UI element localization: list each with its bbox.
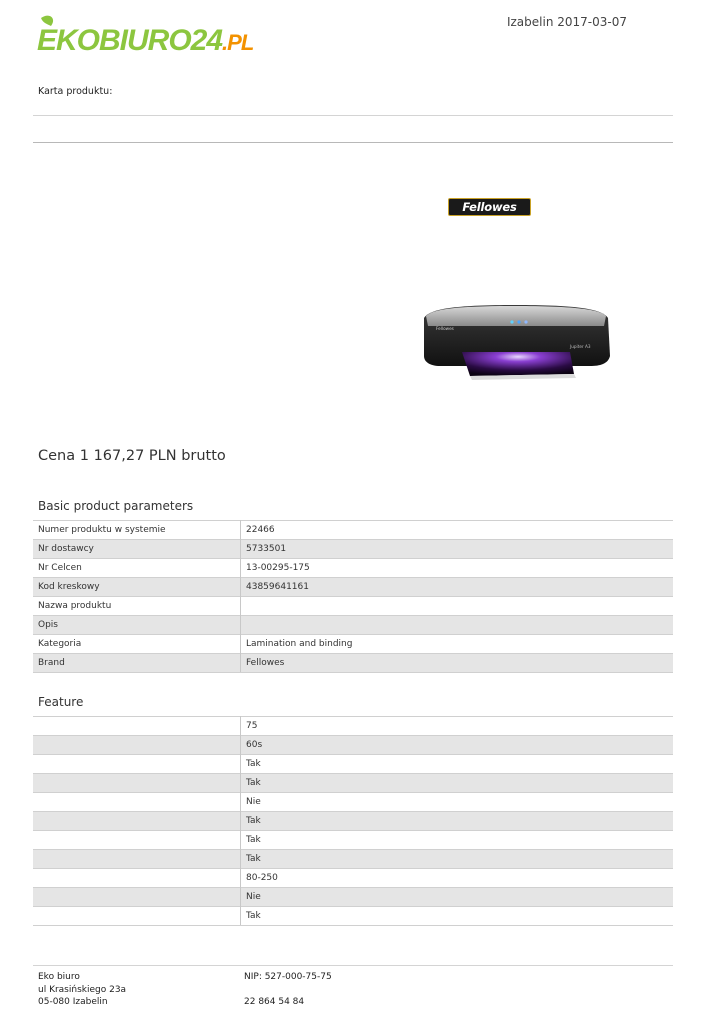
param-value: Tak [241, 812, 674, 831]
table-row [33, 540, 673, 559]
footer-divider [33, 965, 673, 966]
header-date: Izabelin 2017-03-07 [506, 15, 627, 29]
product-card-label: Karta produktu: [38, 86, 113, 97]
footer-company-line: 05-080 Izabelin [38, 997, 108, 1007]
table-row [33, 635, 673, 654]
param-value: 43859641161 [241, 578, 674, 597]
footer-company-line: Eko biuro [38, 972, 80, 982]
param-label [33, 850, 241, 869]
table-row [33, 597, 673, 616]
product-image [420, 300, 612, 382]
table-row [33, 736, 673, 755]
param-value: Tak [241, 831, 674, 850]
footer-phone: 22 864 54 84 [244, 997, 305, 1007]
table-row [33, 850, 673, 869]
table-row [33, 578, 673, 597]
footer-company-address [38, 971, 126, 1009]
table-row [33, 559, 673, 578]
param-value: Tak [241, 774, 674, 793]
brand-logo: Fellowes [448, 198, 531, 216]
param-label [33, 755, 241, 774]
table-row [33, 521, 673, 540]
param-label [33, 736, 241, 755]
logo-main-text: EKOBIURO24 [37, 24, 223, 57]
table-row [33, 755, 673, 774]
table-row [33, 907, 673, 926]
divider [33, 142, 673, 143]
param-label: Nr dostawcy [33, 540, 241, 559]
param-value: Fellowes [241, 654, 674, 673]
param-value: 5733501 [241, 540, 674, 559]
footer-nip: NIP: 527-000-75-75 [244, 972, 332, 982]
site-logo[interactable] [37, 14, 267, 58]
param-label: Kod kreskowy [33, 578, 241, 597]
param-value: 80-250 [241, 869, 674, 888]
param-label: Brand [33, 654, 241, 673]
table-row [33, 774, 673, 793]
product-price: Cena 1 167,27 PLN brutto [38, 448, 226, 464]
table-row [33, 869, 673, 888]
param-value: 22466 [241, 521, 674, 540]
param-value: 13-00295-175 [241, 559, 674, 578]
param-value: 60s [241, 736, 674, 755]
logo-suffix-text: .PL [222, 30, 254, 55]
table-row [33, 654, 673, 673]
svg-text:Jupiter A3: Jupiter A3 [570, 344, 591, 349]
param-label [33, 869, 241, 888]
param-label [33, 717, 241, 736]
param-label [33, 831, 241, 850]
param-value: Lamination and binding [241, 635, 674, 654]
param-value: Tak [241, 850, 674, 869]
table-row [33, 831, 673, 850]
svg-text:Fellowes: Fellowes [436, 326, 454, 331]
feature-table [33, 716, 673, 926]
param-label [33, 907, 241, 926]
divider [33, 115, 673, 116]
param-label: Opis [33, 616, 241, 635]
param-label: Nr Celcen [33, 559, 241, 578]
param-value: Tak [241, 755, 674, 774]
param-label [33, 812, 241, 831]
table-row [33, 812, 673, 831]
footer-company-line: ul Krasińskiego 23a [38, 984, 127, 995]
feature-title: Feature [38, 695, 84, 709]
param-value: Nie [241, 793, 674, 812]
param-value: 75 [241, 717, 674, 736]
param-label [33, 888, 241, 907]
table-row [33, 793, 673, 812]
basic-params-table [33, 520, 673, 673]
param-value: Nie [241, 888, 674, 907]
param-label [33, 793, 241, 812]
param-value [241, 616, 674, 635]
param-label: Nazwa produktu [33, 597, 241, 616]
table-row [33, 888, 673, 907]
param-value [241, 597, 674, 616]
svg-text:EKOBIURO24.PL [37, 24, 254, 57]
table-row [33, 717, 673, 736]
param-label: Numer produktu w systemie [33, 521, 241, 540]
param-label [33, 774, 241, 793]
basic-params-title: Basic product parameters [38, 499, 194, 513]
param-label: Kategoria [33, 635, 241, 654]
table-row [33, 616, 673, 635]
param-value: Tak [241, 907, 674, 926]
